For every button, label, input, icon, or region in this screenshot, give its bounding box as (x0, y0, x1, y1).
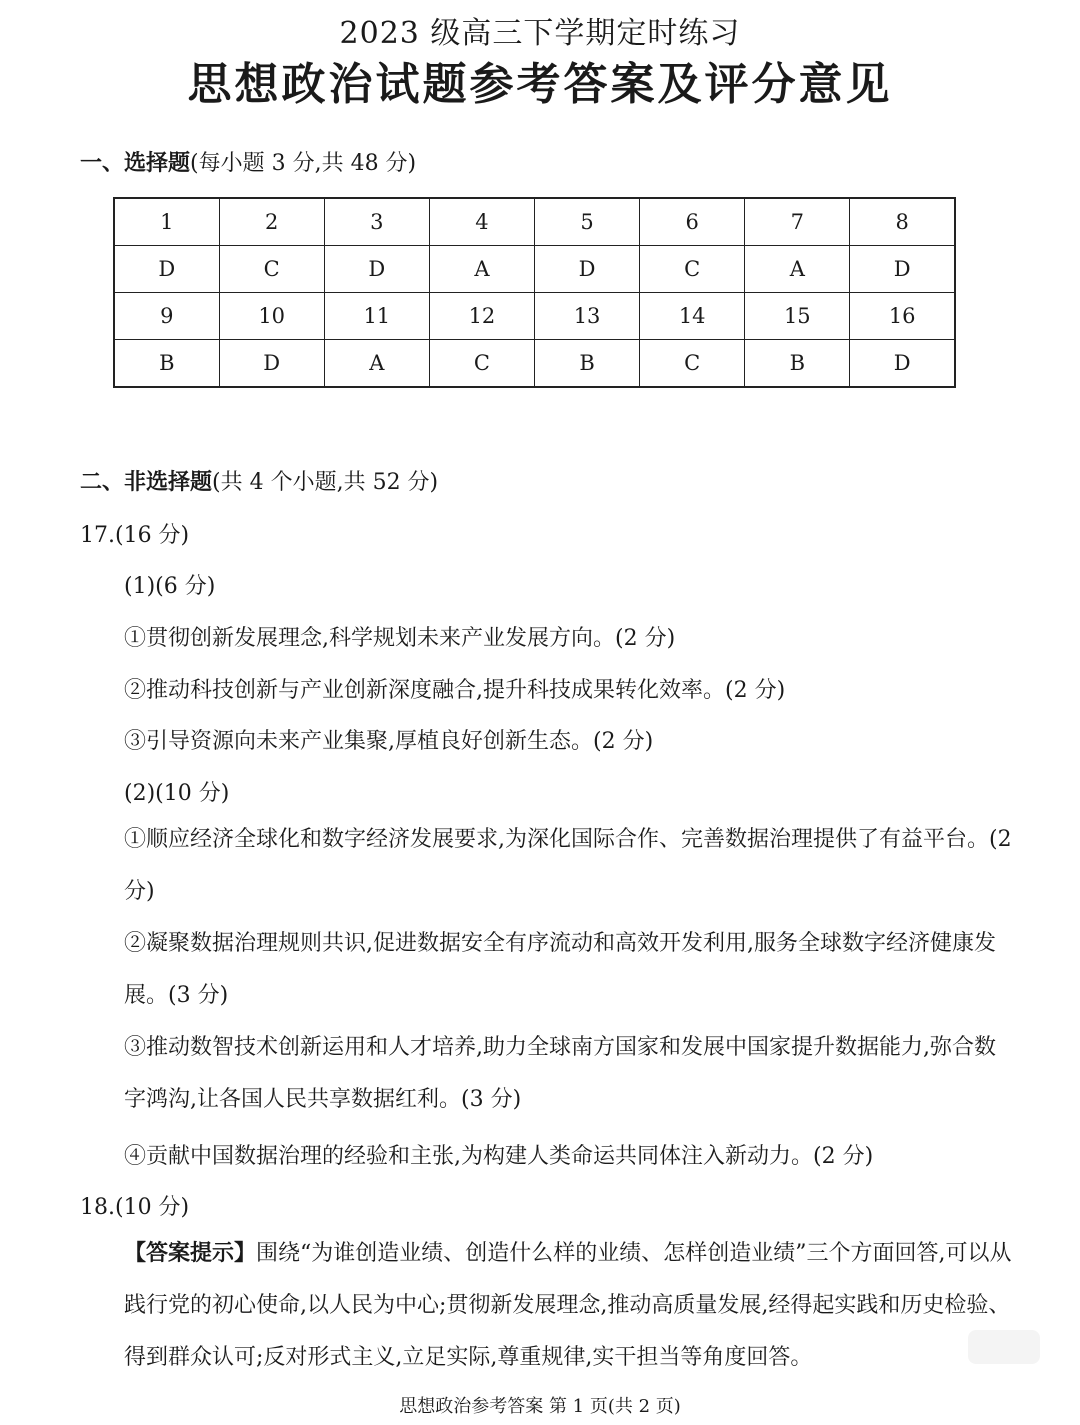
question-number-cell: 1 (114, 198, 219, 246)
question-number-cell: 4 (429, 198, 534, 246)
question-number-row (114, 198, 955, 246)
section-nonchoice-heading (80, 465, 438, 496)
answer-cell: A (745, 246, 850, 293)
answer-cell: D (850, 246, 955, 293)
section-nonchoice-note: (共 4 个小题,共 52 分) (212, 470, 439, 495)
question-number-cell: 12 (429, 293, 534, 340)
question-number-cell: 10 (219, 293, 324, 340)
question-number-cell: 8 (850, 198, 955, 246)
section-choice-label: 一、选择题 (80, 151, 191, 176)
question-number-cell: 9 (114, 293, 219, 340)
section-choice-heading (80, 146, 416, 177)
question-number-cell: 14 (640, 293, 745, 340)
q17-p2-item (80, 814, 1015, 918)
answer-cell: D (535, 246, 640, 293)
section-choice-note: (每小题 3 分,共 48 分) (190, 151, 417, 176)
question-number-cell: 7 (745, 198, 850, 246)
q18-heading: 18.(10 分) (80, 1195, 190, 1220)
page-footer: 思想政治参考答案 第 1 页(共 2 页) (399, 1396, 681, 1417)
q17-p2-item (80, 1022, 1015, 1126)
q17-part1-heading: (1)(6 分) (124, 574, 216, 599)
answer-cell: D (850, 340, 955, 388)
q17-p1-item: ①贯彻创新发展理念,科学规划未来产业发展方向。(2 分) (124, 626, 676, 651)
answer-cell: D (219, 340, 324, 388)
q17-heading: 17.(16 分) (80, 523, 190, 548)
answer-cell: A (324, 340, 429, 388)
question-number-cell: 2 (219, 198, 324, 246)
question-number-cell: 11 (324, 293, 429, 340)
q18-answer-hint (80, 1228, 1015, 1384)
watermark-badge (968, 1330, 1040, 1364)
q17-p2-item-text: ③推动数智技术创新运用和人才培养,助力全球南方国家和发展中国家提升数据能力,弥合数字鸿沟,让各国人民共享数据红利。(3 分) (124, 1035, 996, 1112)
answer-cell: B (535, 340, 640, 388)
question-number-cell: 15 (745, 293, 850, 340)
q17-part2-heading: (2)(10 分) (124, 781, 230, 806)
hint-label: 【答案提示】 (124, 1241, 257, 1266)
answer-cell: C (640, 340, 745, 388)
exam-subtitle: 2023 级高三下学期定时练习 (339, 16, 741, 51)
question-number-cell: 16 (850, 293, 955, 340)
q17-p1-item: ③引导资源向未来产业集聚,厚植良好创新生态。(2 分) (124, 729, 654, 754)
answer-cell: B (745, 340, 850, 388)
exam-title: 思想政治试题参考答案及评分意见 (187, 59, 893, 110)
answer-cell: D (324, 246, 429, 293)
section-nonchoice-label: 二、非选择题 (80, 470, 213, 495)
answer-row (114, 246, 955, 293)
question-number-cell: 3 (324, 198, 429, 246)
answer-cell: C (219, 246, 324, 293)
q17-p2-item (80, 918, 1015, 1022)
answer-cell: B (114, 340, 219, 388)
answer-cell: A (429, 246, 534, 293)
answer-row (114, 340, 955, 388)
question-number-cell: 13 (535, 293, 640, 340)
q17-p2-item-text: ②凝聚数据治理规则共识,促进数据安全有序流动和高效开发利用,服务全球数字经济健康发展。(3 分) (124, 931, 996, 1008)
answer-cell: C (640, 246, 745, 293)
q17-p1-item: ②推动科技创新与产业创新深度融合,提升科技成果转化效率。(2 分) (124, 678, 786, 703)
question-number-cell: 5 (535, 198, 640, 246)
answer-cell: D (114, 246, 219, 293)
hint-text: 围绕“为谁创造业绩、创造什么样的业绩、怎样创造业绩”三个方面回答,可以从践行党的初心使命,以人民为中心;贯彻新发展理念,推动高质量发展,经得起实践和历史检验、得到群众认可;反对形式主义,立足实际,尊重规律,实干担当等角度回答。 (124, 1241, 1012, 1370)
answer-table (113, 197, 956, 388)
answer-cell: C (429, 340, 534, 388)
question-number-row (114, 293, 955, 340)
q17-p2-item-text: ①顺应经济全球化和数字经济发展要求,为深化国际合作、完善数据治理提供了有益平台。(2 分) (124, 827, 1012, 904)
q17-p2-item: ④贡献中国数据治理的经验和主张,为构建人类命运共同体注入新动力。(2 分) (124, 1144, 874, 1169)
question-number-cell: 6 (640, 198, 745, 246)
